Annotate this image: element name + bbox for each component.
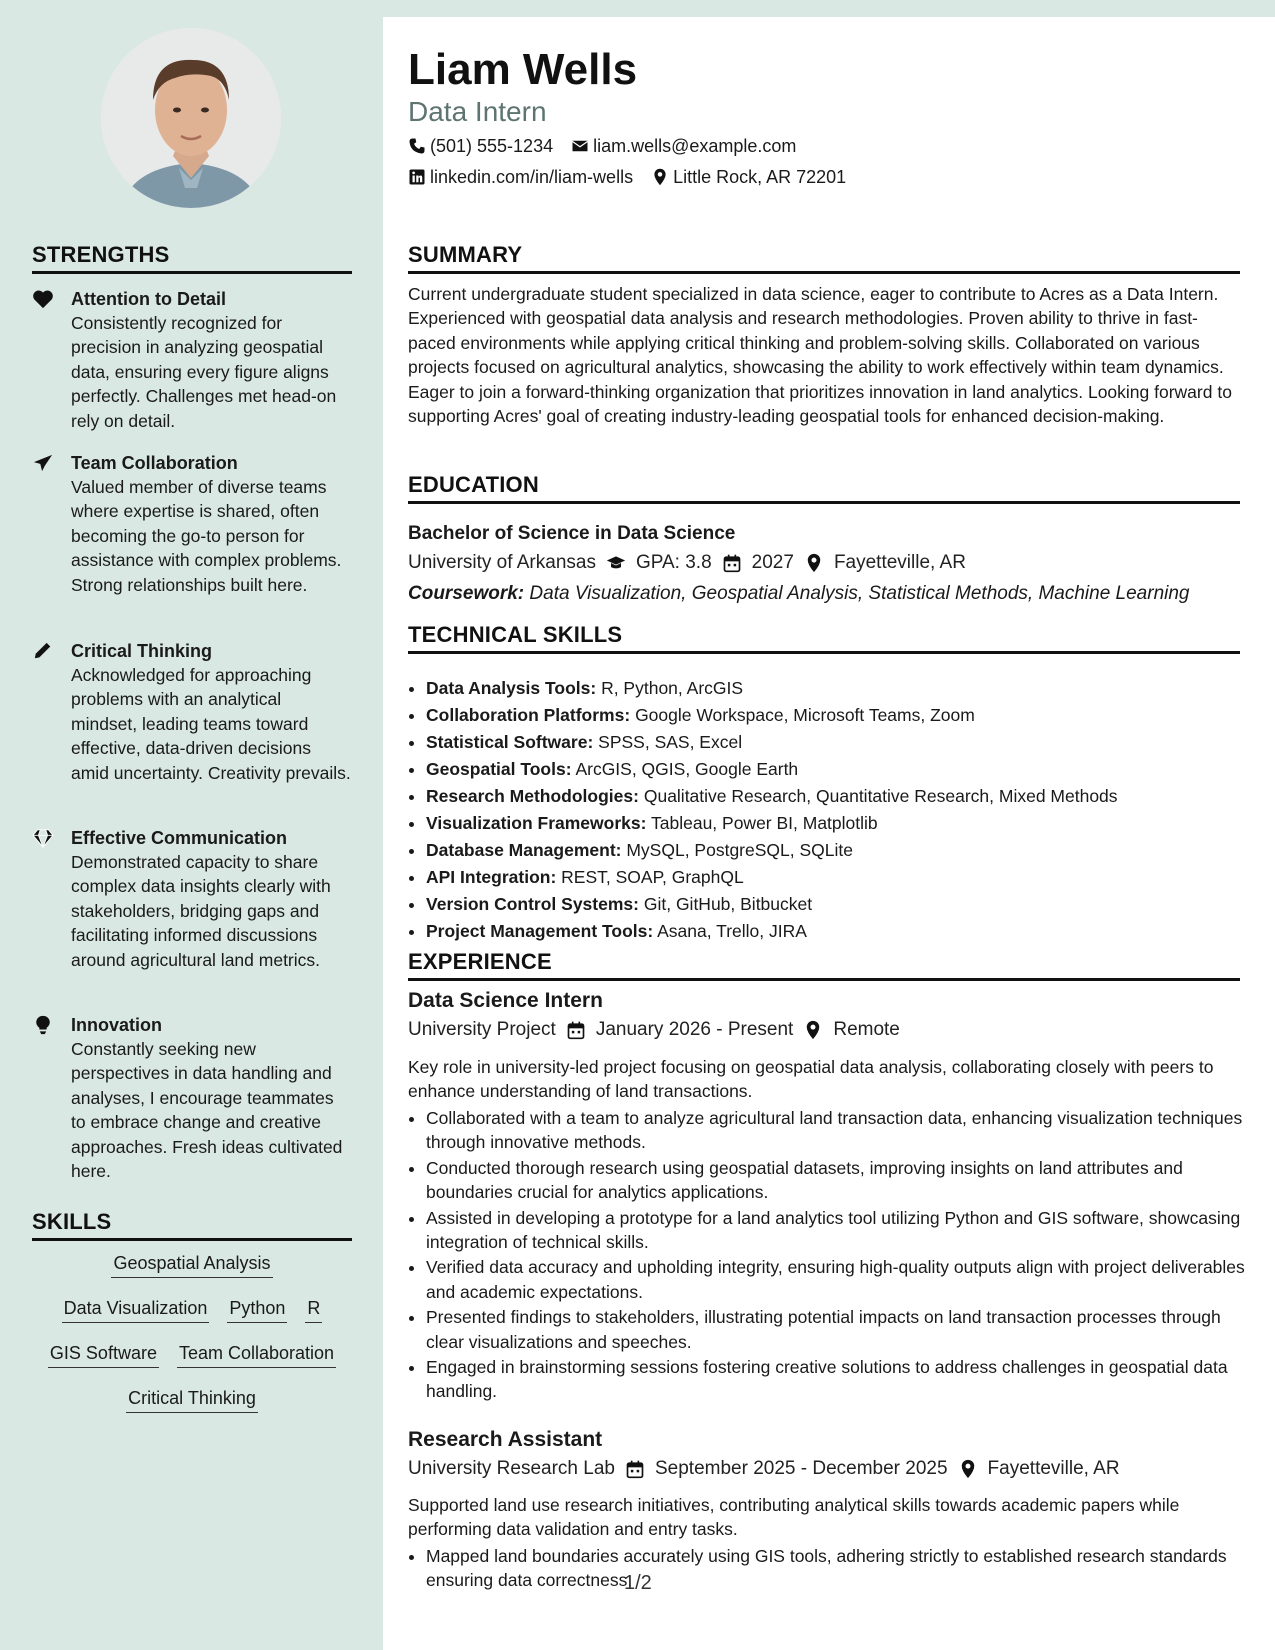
coursework-list: Data Visualization, Geospatial Analysis, Statistical Methods, Machine Learning <box>529 583 1190 604</box>
education-heading: EDUCATION <box>408 472 1240 504</box>
gem-icon <box>32 828 54 848</box>
skill-label: Database Management: <box>426 840 622 860</box>
lightbulb-icon <box>32 1015 54 1035</box>
skill-label: Data Analysis Tools: <box>426 678 597 698</box>
strength-desc: Valued member of diverse teams where expertise is shared, often becoming the go-to person for assistance with complex problems. Strong relationships built here. <box>71 477 342 595</box>
job-summary: Key role in university-led project focusing on geospatial data analysis, collaborating closely with peers to enhance understanding of land transactions. <box>408 1057 1214 1102</box>
degree-title: Bachelor of Science in Data Science <box>408 523 736 544</box>
skills-list <box>32 1252 352 1432</box>
skill-tag: Python <box>227 1297 287 1323</box>
coursework-line <box>408 583 1190 605</box>
list-item <box>426 918 1256 945</box>
skill-label: Version Control Systems: <box>426 894 639 914</box>
calendar-icon <box>566 1020 586 1040</box>
skill-value: SPSS, SAS, Excel <box>598 732 743 752</box>
sidebar <box>0 0 383 1650</box>
list-item <box>426 729 1256 756</box>
linkedin-icon <box>408 168 426 186</box>
job-location: Remote <box>833 1019 900 1040</box>
location-pin-icon <box>651 168 669 186</box>
skill-label: API Integration: <box>426 867 557 887</box>
strength-desc: Consistently recognized for precision in analyzing geospatial data, ensuring every figure aligns perfectly. Challenges met head-on rely on detail. <box>71 313 337 431</box>
skill-label: Statistical Software: <box>426 732 594 752</box>
gpa-text: GPA: 3.8 <box>635 552 712 573</box>
skill-value: MySQL, PostgreSQL, SQLite <box>626 840 853 860</box>
skill-value: Asana, Trello, JIRA <box>657 921 807 941</box>
linkedin-link[interactable]: linkedin.com/in/liam-wells <box>430 167 634 187</box>
strength-item <box>32 451 352 597</box>
calendar-icon <box>722 553 742 573</box>
job-meta <box>408 1458 1120 1480</box>
location-pin-icon <box>804 553 824 573</box>
list-item <box>426 891 1256 918</box>
list-item: • Engaged in brainstorming sessions fostering creative solutions to address challenges in geospatial data handling. <box>426 1355 1256 1404</box>
job-summary: Supported land use research initiatives, contributing analytical skills towards academic papers while performing data validation and entry tasks. <box>408 1495 1180 1540</box>
list-item <box>426 783 1256 810</box>
experience-heading: EXPERIENCE <box>408 949 1240 981</box>
summary-text: Current undergraduate student specialized in data science, eager to contribute to Acres as a Data Intern. Experienced with geospatial data analysis and research methodologies. Proven ability to thrive in fast-paced environments while applying critical thinking and problem-solving skills. Collaborated on various projects focused on agricultural analytics, showcasing the ability to work effectively within team dynamics. Eager to join a forward-thinking organization that prioritizes innovation in land analytics. Looking forward to supporting Acres' goal of creating industry-leading geospatial tools for enhanced decision-making. <box>408 284 1232 427</box>
skill-tag: Team Collaboration <box>177 1342 336 1368</box>
skill-label: Collaboration Platforms: <box>426 705 631 725</box>
education-meta <box>408 552 966 574</box>
list-item <box>426 837 1256 864</box>
strength-item <box>32 1013 352 1183</box>
strength-title: Team Collaboration <box>71 453 238 473</box>
skill-tag: Data Visualization <box>62 1297 210 1323</box>
location-pin-icon <box>958 1459 978 1479</box>
list-item: • Verified data accuracy and upholding integrity, ensuring high-quality outputs align with project deliverables and academic expectations. <box>426 1255 1256 1304</box>
contact-row <box>408 134 796 158</box>
job-org: University Project <box>408 1019 556 1040</box>
strength-item <box>32 287 352 433</box>
list-item <box>426 864 1256 891</box>
skill-label: Visualization Frameworks: <box>426 813 647 833</box>
candidate-name: Liam Wells <box>408 45 638 94</box>
main-column <box>383 17 1275 1650</box>
job-location: Fayetteville, AR <box>987 1458 1120 1479</box>
strength-title: Attention to Detail <box>71 289 226 309</box>
list-item: • Presented findings to stakeholders, illustrating potential impacts on land transaction processes through clear visualizations and speeches. <box>426 1305 1256 1354</box>
calendar-icon <box>625 1459 645 1479</box>
skill-value: Git, GitHub, Bitbucket <box>643 894 813 914</box>
list-item <box>426 675 1256 702</box>
technical-skills-list <box>408 675 1256 945</box>
strength-desc: Acknowledged for approaching problems with an analytical mindset, leading teams toward effective, data-driven decisions amid uncertainty. Creativity prevails. <box>71 665 351 783</box>
profile-photo <box>101 28 281 208</box>
list-item <box>426 702 1256 729</box>
school-name: University of Arkansas <box>408 552 596 573</box>
school-location: Fayetteville, AR <box>833 552 966 573</box>
skill-value: Qualitative Research, Quantitative Research, Mixed Methods <box>643 786 1118 806</box>
technical-skills-heading: TECHNICAL SKILLS <box>408 622 1240 654</box>
skills-heading: SKILLS <box>32 1209 352 1241</box>
graduation-year: 2027 <box>751 552 794 573</box>
skill-value: Google Workspace, Microsoft Teams, Zoom <box>635 705 975 725</box>
location-text: Little Rock, AR 72201 <box>673 167 847 187</box>
strength-desc: Constantly seeking new perspectives in data handling and analyses, I encourage teammates to embrace change and creative approaches. Fresh ideas cultivated here. <box>71 1039 343 1182</box>
skill-tag: GIS Software <box>48 1342 159 1368</box>
job-title: Research Assistant <box>408 1428 603 1451</box>
strengths-heading: STRENGTHS <box>32 242 352 274</box>
skill-value: REST, SOAP, GraphQL <box>561 867 744 887</box>
strength-desc: Demonstrated capacity to share complex data insights clearly with stakeholders, bridging gaps and facilitating informed discussions around agricultural land metrics. <box>71 852 331 970</box>
strength-title: Critical Thinking <box>71 641 213 661</box>
skill-tag: Geospatial Analysis <box>111 1252 272 1278</box>
job-dates: September 2025 - December 2025 <box>654 1458 948 1479</box>
graduation-cap-icon <box>606 553 626 573</box>
job-meta <box>408 1019 900 1041</box>
list-item: • Mapped land boundaries accurately using GIS tools, adhering strictly to established research standards ensuring data correctness. <box>426 1544 1256 1593</box>
strength-title: Innovation <box>71 1015 162 1035</box>
skill-label: Project Management Tools: <box>426 921 654 941</box>
candidate-role: Data Intern <box>408 96 547 127</box>
page-number: 1/2 <box>624 1572 652 1594</box>
phone-text: (501) 555-1234 <box>430 136 554 156</box>
skill-tag: R <box>305 1297 322 1323</box>
job-dates: January 2026 - Present <box>595 1019 794 1040</box>
list-item <box>426 756 1256 783</box>
paper-plane-icon <box>32 453 54 473</box>
skill-tag: Critical Thinking <box>126 1387 258 1413</box>
job-org: University Research Lab <box>408 1458 615 1479</box>
envelope-icon <box>571 137 589 155</box>
list-item: • Assisted in developing a prototype for a land analytics tool utilizing Python and GIS software, showcasing integration of technical skills. <box>426 1206 1256 1255</box>
skill-value: Tableau, Power BI, Matplotlib <box>651 813 878 833</box>
list-item <box>426 810 1256 837</box>
strength-item <box>32 639 352 785</box>
skill-value: ArcGIS, QGIS, Google Earth <box>575 759 799 779</box>
coursework-label: Coursework: <box>408 583 525 604</box>
job-title: Data Science Intern <box>408 989 603 1012</box>
summary-heading: SUMMARY <box>408 242 1240 274</box>
pencil-icon <box>32 641 54 661</box>
strength-item <box>32 826 352 972</box>
job-bullets <box>408 1106 1256 1405</box>
list-item: • Collaborated with a team to analyze agricultural land transaction data, enhancing visualization techniques through innovative methods. <box>426 1106 1256 1155</box>
heart-icon <box>32 289 54 309</box>
skill-value: R, Python, ArcGIS <box>601 678 744 698</box>
phone-icon <box>408 137 426 155</box>
location-pin-icon <box>803 1020 823 1040</box>
list-item: • Conducted thorough research using geospatial datasets, improving insights on land attributes and boundaries crucial for analytics applications. <box>426 1156 1256 1205</box>
strength-title: Effective Communication <box>71 828 288 848</box>
contact-row <box>408 165 846 189</box>
job-bullets <box>408 1544 1256 1594</box>
email-link[interactable]: liam.wells@example.com <box>593 136 797 156</box>
skill-label: Geospatial Tools: <box>426 759 572 779</box>
skill-label: Research Methodologies: <box>426 786 639 806</box>
